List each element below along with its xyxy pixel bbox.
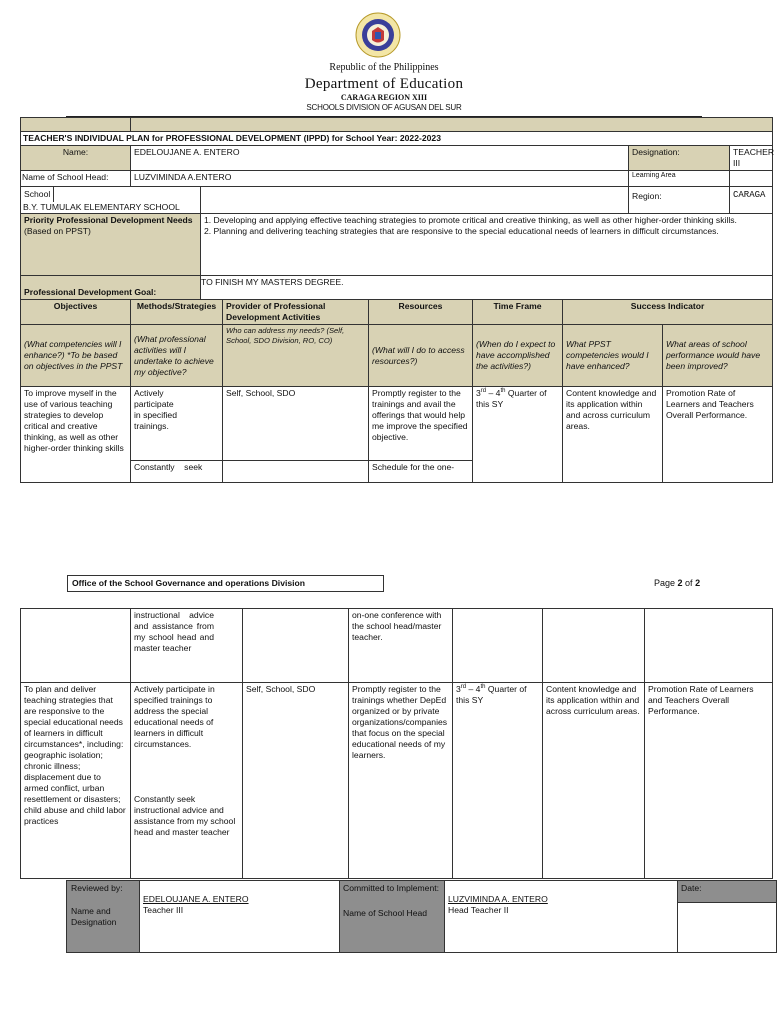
row1-ppst: Content knowledge and its application within and across curriculum areas. — [563, 387, 663, 483]
guide-provider: Who can address my needs? (Self, School, SDO Division, RO, CO) — [223, 325, 369, 387]
school-label: School — [21, 187, 54, 202]
priority-needs-label-cell — [21, 214, 201, 276]
region-label: Region: — [629, 187, 730, 214]
date-cell[interactable] — [678, 881, 777, 953]
division-line: SCHOOLS DIVISION OF AGUSAN DEL SUR — [306, 103, 462, 112]
department-title: Department of Education — [304, 76, 464, 92]
col-resources: Resources — [369, 300, 473, 325]
ippd-form-page1 — [20, 117, 773, 483]
date-label: Date: — [678, 881, 776, 903]
priority-needs-sub: (Based on PPST) — [24, 226, 91, 236]
reviewer-cell[interactable] — [140, 881, 340, 953]
reviewed-by-cell — [67, 881, 140, 953]
deped-seal — [355, 12, 401, 58]
goal-label: Professional Development Goal: — [21, 276, 201, 300]
row2-provider: Self, School, SDO — [243, 683, 349, 879]
row2-method-a: Actively participate in specified trainings to address the special educational needs of learners in difficult circumstances. — [134, 684, 215, 749]
guide-objectives: (What competencies will I enhance?) *To be based on objectives in the PPST — [21, 325, 131, 387]
head-name: LUZVIMINDA A. ENTERO — [448, 894, 548, 904]
guide-school: What areas of school performance would have been improved? — [663, 325, 773, 387]
office-label: Office of the School Governance and operations Division — [72, 578, 306, 588]
school-row — [21, 187, 201, 214]
row2-objective: To plan and deliver teaching strategies that are responsive to the special educational needs of learners in difficult circumstances*, including: geographic isolation; chronic illness; displacement due to armed conflict, urban resettlement or disasters; child abuse and child labor practices — [21, 683, 131, 879]
designation-value[interactable]: TEACHER III — [730, 146, 773, 171]
page-number: Page 2 of 2 — [654, 578, 701, 588]
priority-needs-value[interactable] — [201, 214, 773, 276]
designation-label: Designation: — [629, 146, 730, 171]
priority-needs-label: Priority Professional Development Needs — [24, 215, 193, 225]
col-timeframe: Time Frame — [473, 300, 563, 325]
reviewer-title: Teacher III — [143, 905, 184, 915]
row1-cont-resource: on-one conference with the school head/master teacher. — [349, 609, 453, 683]
header-band-right — [131, 118, 773, 132]
guide-ppst: What PPST competencies would I have enhanced? — [563, 325, 663, 387]
republic-line: Republic of the Philippines — [329, 62, 439, 73]
row2-ppst: Content knowledge and its application within and across curriculum areas. — [543, 683, 645, 879]
col-methods: Methods/Strategies — [131, 300, 223, 325]
learning-area-label: Learning Area — [629, 171, 730, 187]
committed-label: Committed to Implement: — [343, 883, 439, 893]
col-objectives: Objectives — [21, 300, 131, 325]
reviewed-by-label: Reviewed by: — [71, 883, 123, 893]
row2-methods — [131, 683, 243, 879]
name-label: Name: — [21, 146, 131, 171]
col-provider: Provider of Professional Development Activities — [223, 300, 369, 325]
row1-method-b: Constantly seek — [131, 461, 223, 483]
row2-school: Promotion Rate of Learners and Teachers Overall Performance. — [645, 683, 773, 879]
goal-value[interactable]: TO FINISH MY MASTERS DEGREE. — [201, 276, 773, 300]
school-head-value[interactable]: LUZVIMINDA A.ENTERO — [131, 171, 629, 187]
header-band-left — [21, 118, 131, 132]
row1-cont-method: instructional advice and assistance from my school head and master teacher — [131, 609, 243, 683]
form-title: TEACHER'S INDIVIDUAL PLAN for PROFESSIONAL DEVELOPMENT (IPPD) for School Year: 2022-2023 — [21, 132, 773, 146]
head-cell[interactable] — [445, 881, 678, 953]
priority-need-1: 1. Developing and applying effective teaching strategies to promote critical and creative thinking, as well as other higher-order thinking skills. — [204, 215, 737, 225]
priority-need-2: 2. Planning and delivering teaching strategies that are responsive to the special educational needs of learners in difficult circumstances. — [204, 226, 719, 236]
committed-cell — [340, 881, 445, 953]
guide-resources: (What will I do to access resources?) — [369, 325, 473, 387]
deped-seal-icon — [355, 12, 401, 58]
school-value[interactable]: B.Y. TUMULAK ELEMENTARY SCHOOL — [23, 202, 180, 212]
office-label-box — [67, 575, 384, 592]
row2-method-b: Constantly seek instructional advice and assistance from my school head and master teacher — [134, 794, 236, 837]
name-value[interactable]: EDELOUJANE A. ENTERO — [131, 146, 629, 171]
learning-area-value[interactable] — [730, 171, 773, 187]
row1-method-a: Actively participate in specified trainings. — [131, 387, 223, 461]
ippd-form-page2 — [20, 608, 773, 879]
region-line: CARAGA REGION XIII — [340, 93, 428, 102]
row1-provider: Self, School, SDO — [223, 387, 369, 461]
row1-resource-a: Promptly register to the trainings and avail the offerings that would help me improve the specified objective. — [369, 387, 473, 461]
reviewer-name: EDELOUJANE A. ENTERO — [143, 894, 249, 904]
signature-table — [66, 880, 777, 953]
col-success: Success Indicator — [563, 300, 773, 325]
guide-timeframe: (When do I expect to have accomplished the activities?) — [473, 325, 563, 387]
row1-timeframe: 3rd – 4th Quarter of this SY — [473, 387, 563, 483]
row2-resource: Promptly register to the trainings whether DepEd organized or by private organizations/companies that focus on the special educational needs of my learners. — [349, 683, 453, 879]
school-head-label: Name of School Head: — [21, 171, 131, 187]
row1-school: Promotion Rate of Learners and Teachers Overall Performance. — [663, 387, 773, 483]
school-head-sig-label: Name of School Head — [343, 908, 428, 918]
region-value[interactable]: CARAGA — [730, 187, 773, 214]
guide-methods: (What professional activities will I undertake to achieve my objective? — [131, 325, 223, 387]
name-designation-label: Name and Designation — [71, 906, 117, 927]
row1-objective: To improve myself in the use of various teaching strategies to develop critical and creative thinking, as well as other higher-order thinking skills — [21, 387, 131, 483]
row2-timeframe: 3rd – 4th Quarter of this SY — [453, 683, 543, 879]
head-title: Head Teacher II — [448, 905, 509, 915]
row1-resource-b: Schedule for the one- — [369, 461, 473, 483]
